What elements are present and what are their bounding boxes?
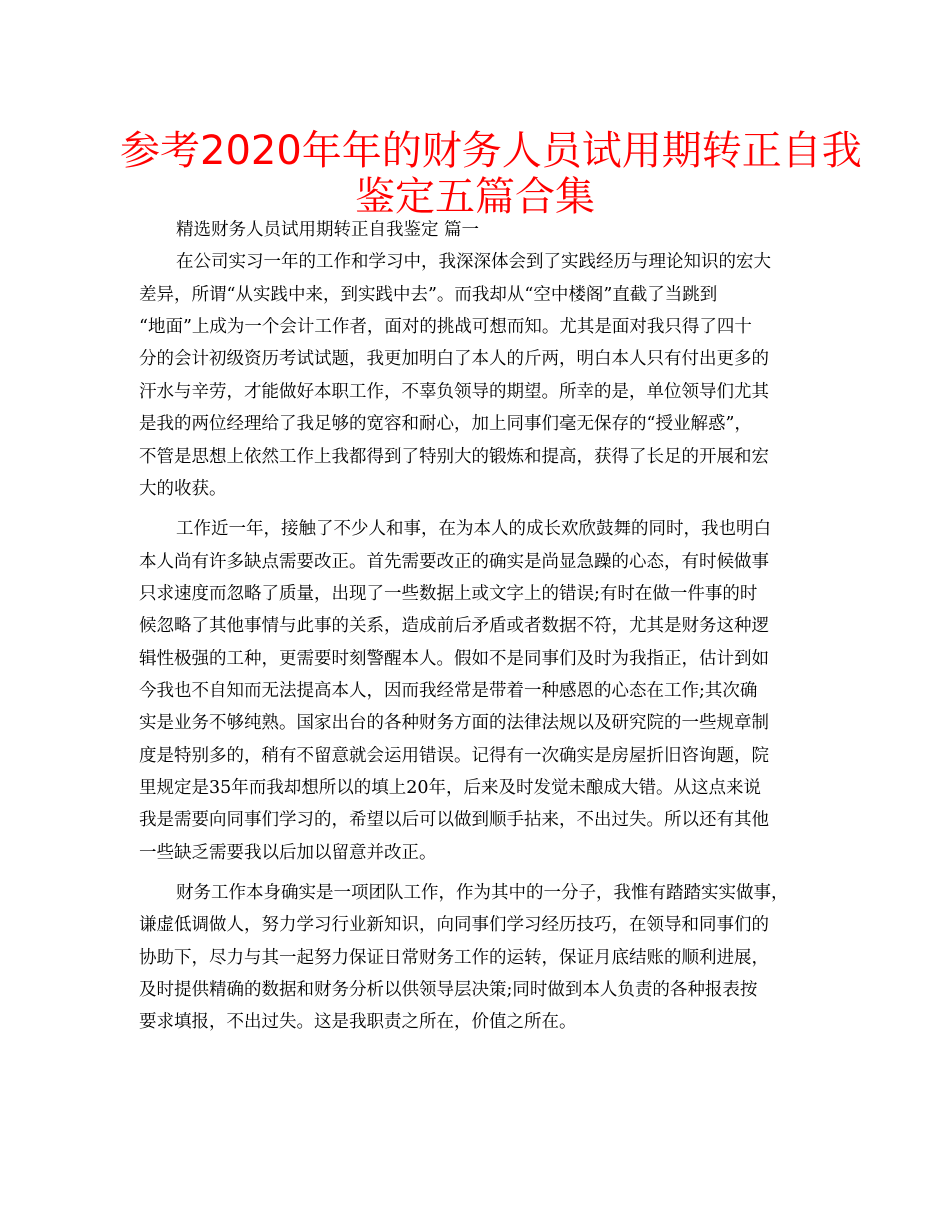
document-title-line-2: 鉴定五篇合集 bbox=[355, 174, 595, 220]
paragraph-1-line: “地面”上成为一个会计工作者，面对的挑战可想而知。尤其是面对我只得了四十 bbox=[139, 317, 752, 338]
paragraph-2-line: 辑性极强的工种，更需要时刻警醒本人。假如不是同事们及时为我指正，估计到如 bbox=[139, 648, 769, 669]
paragraph-2-line: 实是业务不够纯熟。国家出台的各种财务方面的法律法规以及研究院的一些规章制 bbox=[139, 713, 769, 734]
paragraph-1-line: 不管是思想上依然工作上我都得到了特别大的锻炼和提高，获得了长足的开展和宏 bbox=[139, 446, 769, 467]
paragraph-3-line: 要求填报，不出过失。这是我职责之所在，价值之所在。 bbox=[139, 1012, 577, 1033]
paragraph-2-line: 里规定是35年而我却想所以的填上20年，后来及时发觉未酿成大错。从这点来说 bbox=[139, 778, 762, 798]
paragraph-3-line: 谦虚低调做人，努力学习行业新知识，向同事们学习经历技巧，在领导和同事们的 bbox=[139, 915, 769, 936]
paragraph-2-line: 度是特别多的，稍有不留意就会运用错误。记得有一次确实是房屋折旧咨询题，院 bbox=[139, 745, 769, 766]
paragraph-1-line: 汗水与辛劳，才能做好本职工作，不辜负领导的期望。所幸的是，单位领导们尤其 bbox=[139, 381, 769, 402]
paragraph-2-line: 今我也不自知而无法提高本人，因而我经常是带着一种感恩的心态在工作;其次确 bbox=[139, 680, 758, 701]
section-heading: 精选财务人员试用期转正自我鉴定 篇一 bbox=[176, 220, 480, 240]
paragraph-3-line: 财务工作本身确实是一项团队工作，作为其中的一分子，我惟有踏踏实实做事， bbox=[176, 883, 789, 903]
paragraph-1-line: 在公司实习一年的工作和学习中，我深深体会到了实践经历与理论知识的宏大 bbox=[176, 252, 771, 273]
paragraph-2-line: 我是需要向同事们学习的，希望以后可以做到顺手拈来，不出过失。所以还有其他 bbox=[139, 810, 769, 831]
paragraph-2-line: 本人尚有许多缺点需要改正。首先需要改正的确实是尚显急躁的心态，有时候做事 bbox=[139, 551, 769, 572]
paragraph-2-line: 一些缺乏需要我以后加以留意并改正。 bbox=[139, 842, 437, 863]
document-title-line-1: 参考2020年年的财务人员试用期转正自我 bbox=[120, 128, 862, 174]
paragraph-3-line: 协助下，尽力与其一起努力保证日常财务工作的运转，保证月底结账的顺利进展， bbox=[139, 947, 769, 968]
paragraph-1-line: 是我的两位经理给了我足够的宽容和耐心，加上同事们毫无保存的“授业解惑”， bbox=[139, 414, 752, 435]
paragraph-1-line: 分的会计初级资历考试试题，我更加明白了本人的斤两，明白本人只有付出更多的 bbox=[139, 349, 769, 370]
paragraph-2-line: 候忽略了其他事情与此事的关系，造成前后矛盾或者数据不符，尤其是财务这种逻 bbox=[139, 616, 769, 637]
paragraph-2-line: 工作近一年，接触了不少人和事，在为本人的成长欢欣鼓舞的同时，我也明白 bbox=[176, 519, 771, 540]
paragraph-3-line: 及时提供精确的数据和财务分析以供领导层决策;同时做到本人负责的各种报表按 bbox=[139, 980, 758, 1001]
paragraph-1-line: 大的收获。 bbox=[139, 478, 227, 499]
paragraph-1-line: 差异，所谓“从实践中来，到实践中去”。而我却从“空中楼阁”直截了当跳到 bbox=[139, 284, 718, 305]
paragraph-2-line: 只求速度而忽略了质量，出现了一些数据上或文字上的错误;有时在做一件事的时 bbox=[139, 583, 758, 604]
